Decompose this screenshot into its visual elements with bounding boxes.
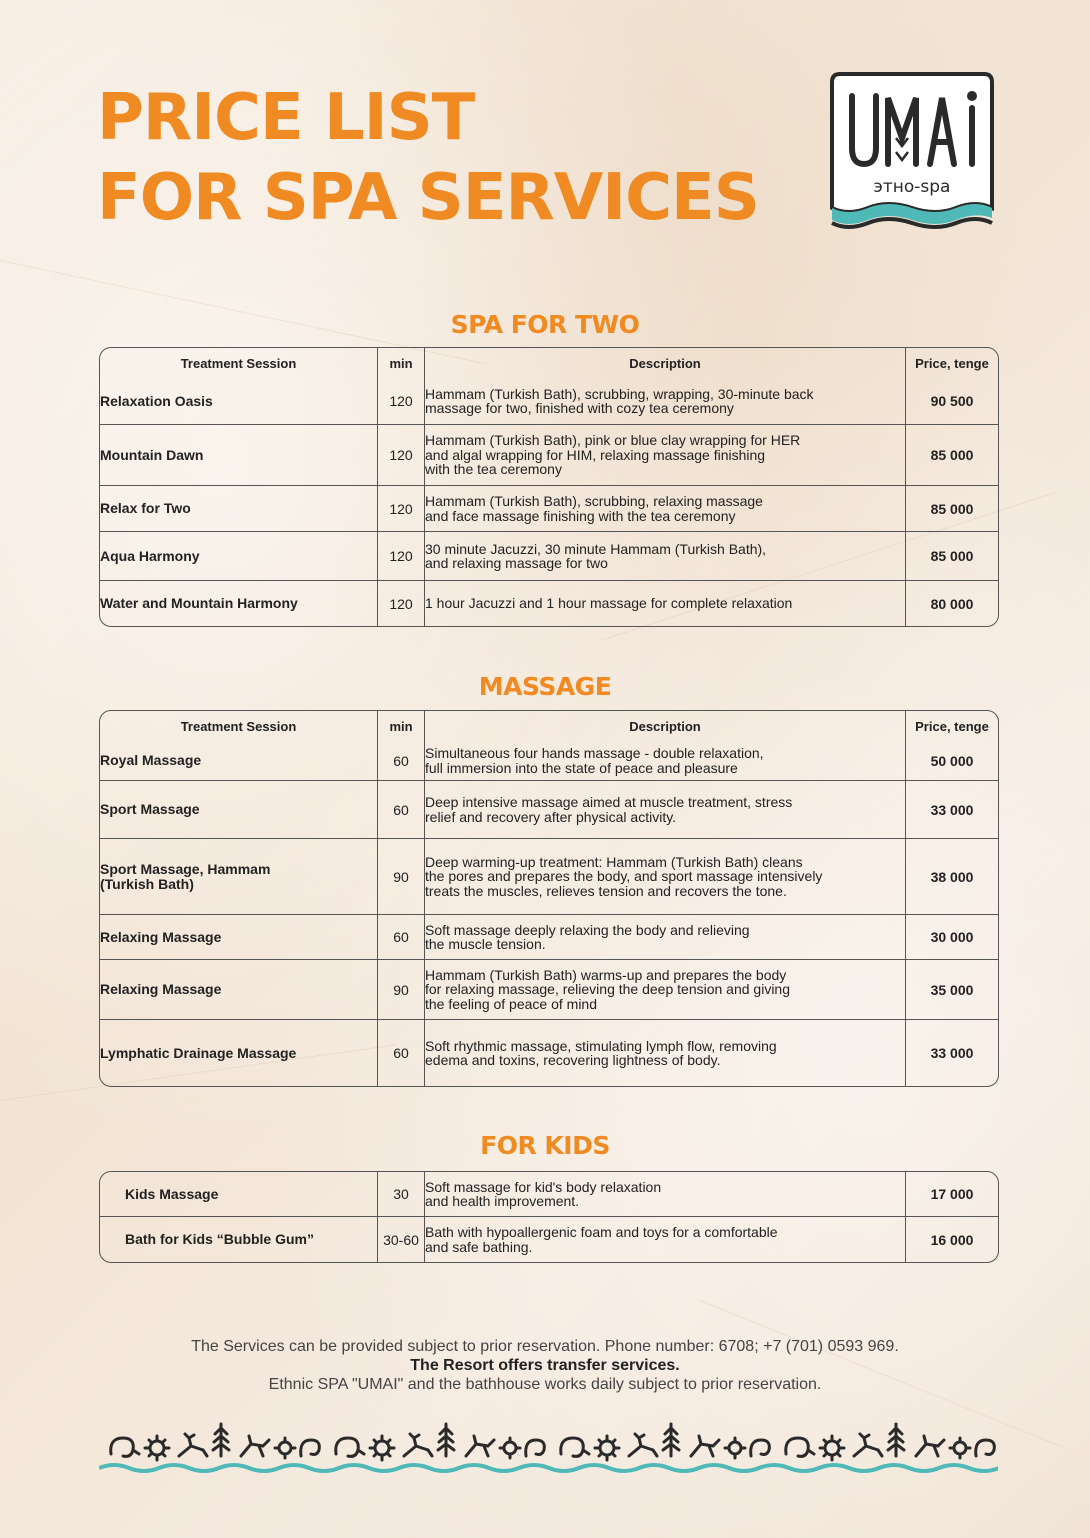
duration-min: 60 [378, 1020, 425, 1086]
section-title-spa-for-two: SPA FOR TWO [450, 310, 640, 339]
duration-min: 30-60 [378, 1217, 425, 1262]
description-line: and health improvement. [425, 1193, 580, 1209]
treatment-name [100, 741, 378, 781]
for-kids-table [99, 1171, 999, 1263]
table-row [100, 960, 998, 1020]
treatment-name-line: (Turkish Bath) [100, 875, 194, 892]
footer-hours: Ethnic SPA "UMAI" and the bathhouse works daily subject to prior reservation. [268, 1376, 822, 1393]
ornament-motif [561, 1424, 770, 1460]
treatment-description [425, 581, 906, 626]
description-line: and safe bathing. [425, 1238, 533, 1255]
description-line: the feeling of peace of mind [425, 995, 598, 1012]
treatment-name-line: Relax for Two [100, 500, 191, 516]
ornament-motif [786, 1424, 995, 1460]
duration-min: 60 [378, 781, 425, 839]
ethnic-ornament-border [99, 1410, 998, 1480]
footer-reservation: The Services can be provided subject to prior reservation. Phone number: 6708; +7 (701) 0593 969. [191, 1338, 899, 1355]
treatment-name [100, 378, 378, 425]
price-tenge: 16 000 [930, 1231, 974, 1248]
price-tenge: 90 500 [906, 378, 998, 425]
treatment-name [100, 532, 378, 581]
treatment-name [100, 781, 378, 839]
description-line: massage for two, finished with cozy tea ceremony [425, 400, 734, 416]
treatment-name [100, 1172, 378, 1217]
section-title-for-kids: FOR KIDS [480, 1131, 610, 1160]
col-header-description: Description [425, 348, 906, 378]
col-header-session: Treatment Session [100, 711, 378, 741]
description-line: Soft rhythmic massage, stimulating lymph flow, removing [425, 1037, 777, 1054]
description-line: 30 minute Jacuzzi, 30 minute Hammam (Turkish Bath), [425, 540, 767, 557]
description-line: Deep intensive massage aimed at muscle treatment, stress [425, 794, 793, 810]
description-line: and algal wrapping for HIM, relaxing massage finishing [425, 446, 766, 463]
price-tenge: 85 000 [906, 486, 998, 532]
treatment-description [425, 378, 906, 425]
table-row [100, 581, 998, 626]
table-row [100, 378, 998, 425]
treatment-name-line: Relaxation Oasis [100, 392, 213, 409]
duration-min: 60 [378, 741, 425, 781]
table-row [100, 532, 998, 581]
col-header-description: Description [425, 711, 906, 741]
section-title-massage: MASSAGE [478, 672, 612, 701]
table-row [100, 839, 998, 915]
treatment-name [100, 425, 378, 486]
treatment-name [100, 915, 378, 960]
massage-table [99, 710, 999, 1087]
col-header-price: Price, tenge [915, 718, 989, 734]
price-tenge: 35 000 [906, 960, 998, 1020]
table-row [100, 915, 998, 960]
treatment-name-line: Kids Massage [125, 1185, 219, 1202]
treatment-description [425, 741, 906, 781]
logo-subtitle: этно-spa [873, 177, 951, 197]
title-line-1: PRICE LIST [97, 81, 475, 155]
treatment-description [425, 781, 906, 839]
treatment-name-line: Lymphatic Drainage Massage [100, 1044, 297, 1061]
ornament-motif [111, 1424, 320, 1460]
treatment-name [100, 1020, 378, 1086]
treatment-description [425, 1172, 906, 1217]
description-line: Deep warming-up treatment: Hammam (Turkish Bath) cleans [425, 853, 803, 870]
treatment-name-line: Aqua Harmony [100, 547, 200, 564]
treatment-name [100, 581, 378, 626]
duration-min: 120 [378, 378, 425, 425]
description-line: Hammam (Turkish Bath), scrubbing, relaxing massage [425, 493, 763, 509]
description-line: Simultaneous four hands massage - double relaxation, [425, 745, 764, 761]
table-row [100, 1020, 998, 1086]
treatment-name [100, 839, 378, 915]
treatment-description [425, 532, 906, 581]
price-tenge: 33 000 [930, 1045, 974, 1061]
treatment-description [425, 839, 906, 915]
price-tenge: 50 000 [906, 741, 998, 781]
duration-min: 60 [378, 915, 425, 960]
title-line-2: FOR SPA SERVICES [97, 161, 759, 235]
price-tenge: 85 000 [906, 532, 998, 581]
treatment-name-line: Relaxing Massage [100, 981, 222, 997]
table-row [100, 486, 998, 532]
description-line: Hammam (Turkish Bath), scrubbing, wrapping, 30-minute back [425, 385, 814, 402]
treatment-name-line: Water and Mountain Harmony [100, 595, 298, 611]
description-line: Hammam (Turkish Bath) warms-up and prepares the body [425, 966, 787, 983]
description-line: treats the muscles, relieves tension and recovers the tone. [425, 882, 787, 899]
table-row [100, 781, 998, 839]
treatment-name [100, 960, 378, 1020]
price-tenge: 80 000 [930, 595, 974, 612]
table-row [100, 425, 998, 486]
treatment-name [100, 1217, 378, 1262]
treatment-name-line: Royal Massage [100, 752, 202, 768]
description-line: Bath with hypoallergenic foam and toys for a comfortable [425, 1224, 778, 1240]
treatment-name [100, 486, 378, 532]
duration-min: 90 [378, 960, 425, 1020]
description-line: full immersion into the state of peace and pleasure [425, 759, 738, 776]
description-line: and relaxing massage for two [425, 555, 608, 571]
description-line: relief and recovery after physical activity. [425, 808, 677, 825]
col-header-min: min [378, 711, 425, 741]
description-line: with the tea ceremony [425, 461, 562, 478]
description-line: Soft massage for kid's body relaxation [425, 1178, 662, 1195]
table-row [100, 1217, 998, 1262]
page-title [97, 78, 759, 238]
price-tenge: 33 000 [906, 781, 998, 839]
description-line: for relaxing massage, relieving the deep tension and giving [425, 981, 791, 998]
duration-min: 120 [378, 581, 425, 626]
description-line: 1 hour Jacuzzi and 1 hour massage for complete relaxation [425, 595, 793, 612]
description-line: Soft massage deeply relaxing the body and relieving [425, 921, 750, 938]
col-header-min: min [378, 348, 425, 378]
treatment-description [425, 425, 906, 486]
description-line: Hammam (Turkish Bath), pink or blue clay wrapping for HER [425, 432, 801, 449]
price-tenge: 85 000 [906, 425, 998, 486]
duration-min: 120 [378, 425, 425, 486]
footer-notes [0, 1337, 1090, 1394]
table-row [100, 1172, 998, 1217]
duration-min: 120 [378, 486, 425, 532]
col-header-price: Price, tenge [915, 355, 989, 371]
treatment-description [425, 1217, 906, 1262]
treatment-description [425, 486, 906, 532]
treatment-description [425, 1020, 906, 1086]
col-header-session: Treatment Session [100, 348, 378, 378]
duration-min: 30 [378, 1172, 425, 1217]
price-tenge: 30 000 [906, 915, 998, 960]
ornament-motif [336, 1424, 545, 1460]
description-line: the muscle tension. [425, 936, 546, 952]
treatment-name-line: Bath for Kids “Bubble Gum” [125, 1231, 314, 1247]
treatment-name-line: Relaxing Massage [100, 928, 222, 945]
treatment-description [425, 960, 906, 1020]
treatment-name-line: Sport Massage [100, 801, 200, 817]
price-tenge: 38 000 [906, 839, 998, 915]
duration-min: 120 [378, 532, 425, 581]
description-line: and face massage finishing with the tea ceremony [425, 507, 736, 524]
description-line: edema and toxins, recovering lightness of body. [425, 1052, 721, 1068]
umai-logo [826, 68, 998, 238]
footer-transfer: The Resort offers transfer services. [410, 1357, 680, 1374]
description-line: the pores and prepares the body, and sport massage intensively [425, 868, 823, 885]
treatment-description [425, 915, 906, 960]
price-tenge: 17 000 [906, 1172, 998, 1217]
duration-min: 90 [378, 839, 425, 915]
treatment-name-line: Mountain Dawn [100, 446, 204, 463]
spa-for-two-table [99, 347, 999, 627]
treatment-name-line: Sport Massage, Hammam [100, 860, 271, 877]
table-row [100, 741, 998, 781]
